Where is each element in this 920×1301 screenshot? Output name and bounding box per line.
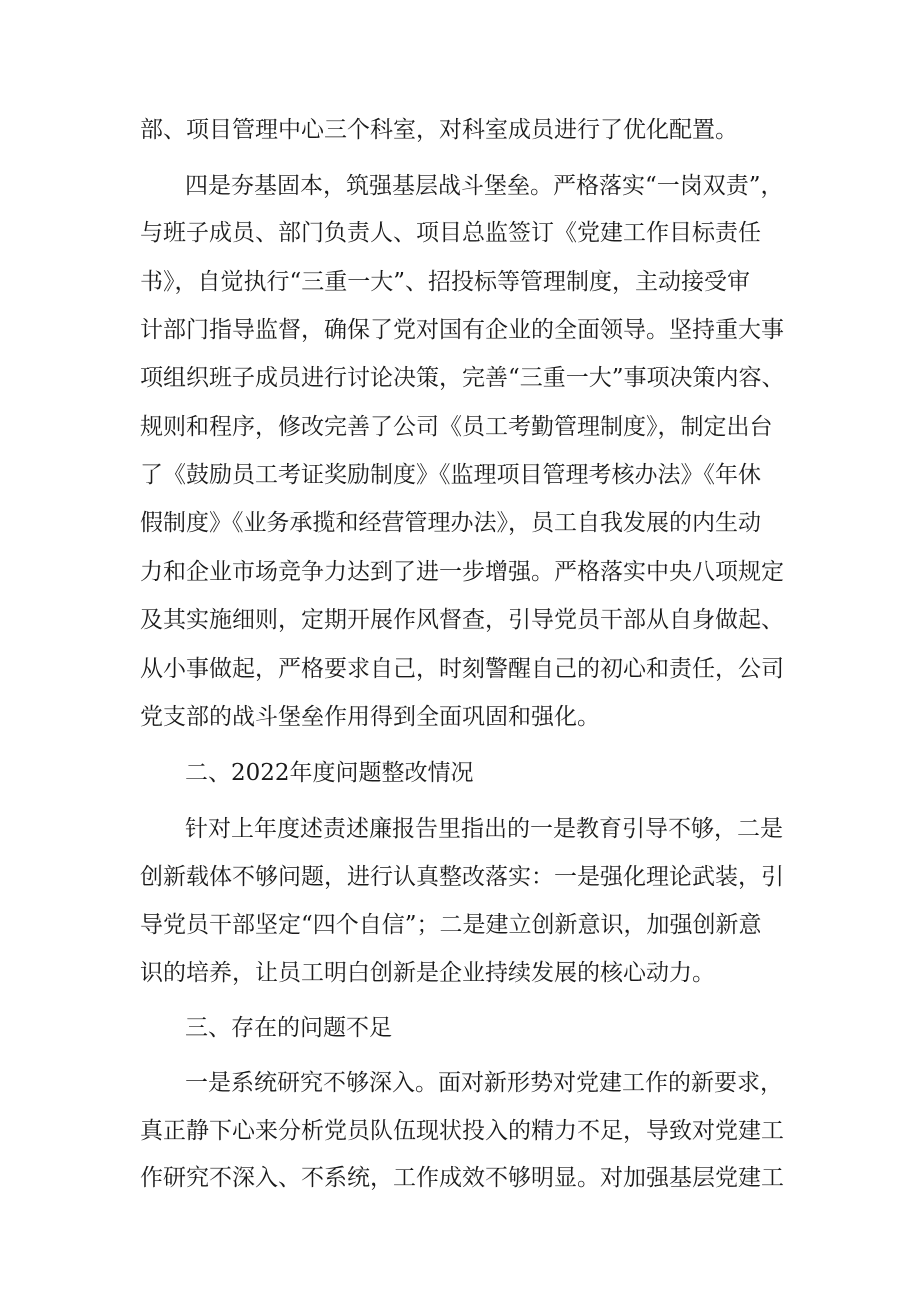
text-line: 计部门指导监督，确保了党对国有企业的全面领导。坚持重大事: [140, 317, 784, 343]
text-line: 假制度》《业务承揽和经营管理办法》，员工自我发展的内生动: [140, 510, 761, 536]
text-line: 书》，自觉执行“三重一大”、招投标等管理制度，主动接受审: [140, 269, 751, 295]
text-line: 创新载体不够问题，进行认真整改落实：一是强化理论武装，引: [140, 864, 784, 890]
text-line: 识的培养，让员工明白创新是企业持续发展的核心动力。: [140, 960, 715, 986]
text-line: 作研究不深入、不系统，工作成效不够明显。对加强基层党建工: [140, 1165, 784, 1191]
section-heading: 三、存在的问题不足: [185, 1015, 392, 1041]
text-line: 党支部的战斗堡垒作用得到全面巩固和强化。: [140, 704, 600, 730]
text-line: 部、项目管理中心三个科室，对科室成员进行了优化配置。: [140, 117, 738, 143]
section-heading: 二、2022年度问题整改情况: [185, 760, 474, 786]
text-line: 真正静下心来分析党员队伍现状投入的精力不足，导致对党建工: [140, 1118, 784, 1144]
text-line: 了《鼓励员工考证奖励制度》《监理项目管理考核办法》《年休: [140, 462, 761, 488]
text-line: 四是夯基固本，筑强基层战斗堡垒。严格落实“一岗双责”，: [185, 173, 784, 199]
text-line: 导党员干部坚定“四个自信”；二是建立创新意识，加强创新意: [140, 912, 762, 938]
text-line: 规则和程序，修改完善了公司《员工考勤管理制度》，制定出台: [140, 414, 773, 440]
text-line: 及其实施细则，定期开展作风督查，引导党员干部从自身做起、: [140, 607, 784, 633]
text-line: 针对上年度述责述廉报告里指出的一是教育引导不够，二是: [185, 816, 783, 842]
text-line: 与班子成员、部门负责人、项目总监签订《党建工作目标责任: [140, 220, 761, 246]
text-line: 项组织班子成员进行讨论决策，完善“三重一大”事项决策内容、: [140, 365, 785, 391]
text-line: 从小事做起，严格要求自己，时刻警醒自己的初心和责任，公司: [140, 656, 784, 682]
text-line: 一是系统研究不够深入。面对新形势对党建工作的新要求，: [185, 1070, 783, 1096]
text-line: 力和企业市场竞争力达到了进一步增强。严格落实中央八项规定: [140, 559, 784, 585]
